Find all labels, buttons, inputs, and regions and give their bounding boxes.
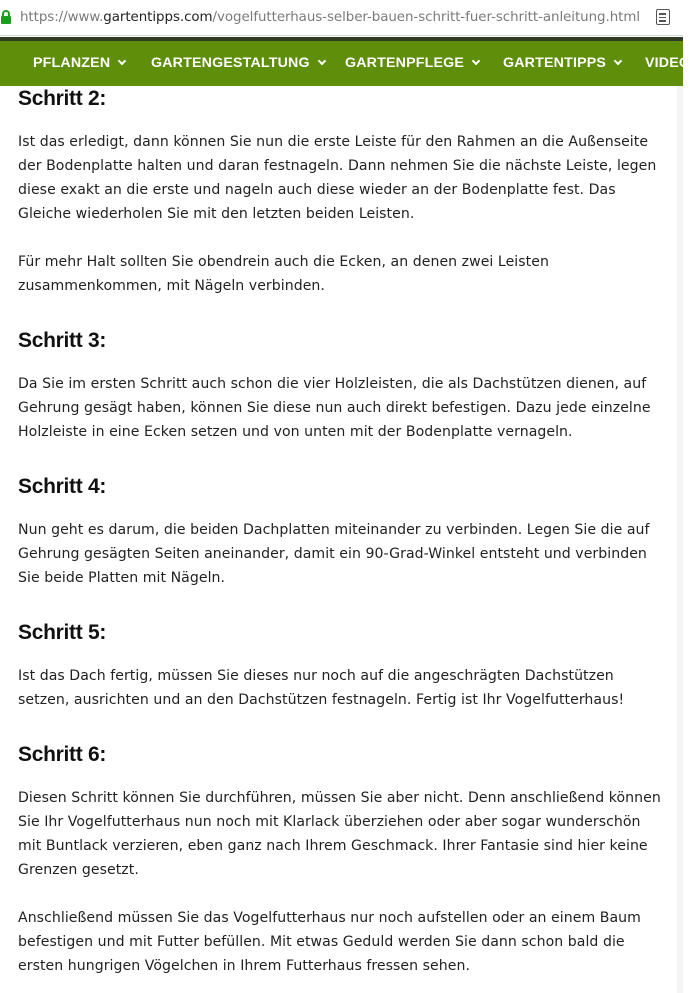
step-3-paragraph-1 (18, 372, 668, 444)
text-line: diese exakt an die erste und nageln auch diese wieder an der Bodenplatte fest. Das (18, 182, 616, 198)
text-line: Gleiche wiederholen Sie mit den letzten beiden Leisten. (18, 206, 415, 222)
nav-item-pflanzen[interactable] (33, 41, 125, 86)
step-5-paragraph-1 (18, 664, 668, 712)
nav-item-label: VIDEO (645, 55, 690, 71)
text-line: Nun geht es darum, die beiden Dachplatten miteinander zu verbinden. Legen Sie die auf (18, 522, 650, 538)
chevron-down-icon (317, 57, 325, 65)
text-line: Ist das erledigt, dann können Sie nun die erste Leiste für den Rahmen an die Außenseite (18, 134, 649, 150)
text-line: Da Sie im ersten Schritt auch schon die vier Holzleisten, die als Dachstützen dienen, auf (18, 376, 647, 392)
reader-view-icon[interactable] (656, 9, 670, 25)
address-bar[interactable] (0, 0, 683, 36)
chevron-down-icon (118, 57, 126, 65)
nav-item-label: GARTENTIPPS (503, 55, 607, 71)
text-line: Sie Ihr Vogelfutterhaus nun noch mit Klarlack überziehen oder aber sogar wunderschön (18, 814, 641, 830)
url-text[interactable] (20, 9, 640, 27)
nav-item-gartengestaltung[interactable] (151, 41, 325, 86)
nav-item-label: GARTENPFLEGE (345, 55, 465, 71)
step-2-paragraph-1 (18, 130, 668, 226)
text-line: Holzleiste in eine Ecken setzen und von unten mit der Bodenplatte vernageln. (18, 424, 573, 440)
nav-item-gartenpflege[interactable] (345, 41, 479, 86)
text-line: ersten hungrigen Vögelchen in Ihrem Futterhaus fressen sehen. (18, 958, 470, 974)
text-line: Gehrung gesägt haben, können Sie diese nun auch direkt befestigen. Dazu jede einzelne (18, 400, 651, 416)
step-6-paragraph-2 (18, 906, 668, 978)
step-4-paragraph-1 (18, 518, 668, 590)
chevron-down-icon (472, 57, 480, 65)
url-prefix: https://www. (20, 10, 104, 25)
url-path: /vogelfutterhaus-selber-bauen-schritt-fuer-schritt-anleitung.html (212, 10, 641, 25)
scrollbar[interactable] (677, 86, 683, 993)
text-line: Anschließend müssen Sie das Vogelfutterhaus nur noch aufstellen oder an einem Baum (18, 910, 641, 926)
text-line: zusammenkommen, mit Nägeln verbinden. (18, 278, 325, 294)
step-6-heading: Schritt 6: (18, 743, 107, 766)
step-5-heading: Schritt 5: (18, 621, 107, 644)
text-line: befestigen und mit Futter befüllen. Mit etwas Geduld werden Sie dann schon bald die (18, 934, 625, 950)
text-line: setzen, ausrichten und an den Dachstützen festnageln. Fertig ist Ihr Vogelfutterhaus! (18, 692, 625, 708)
text-line: Gehrung gesägten Seiten aneinander, damit ein 90-Grad-Winkel entsteht und verbinden (18, 546, 647, 562)
nav-item-gartentipps[interactable] (503, 41, 621, 86)
text-line: mit Buntlack verzieren, eben ganz nach Ihrem Geschmack. Ihrer Fantasie sind hier keine (18, 838, 648, 854)
step-6-paragraph-1 (18, 786, 668, 882)
nav-item-label: PFLANZEN (33, 55, 111, 71)
chevron-down-icon (614, 57, 622, 65)
text-line: Für mehr Halt sollten Sie obendrein auch die Ecken, an denen zwei Leisten (18, 254, 549, 270)
step-2-paragraph-2 (18, 250, 668, 298)
text-line: Diesen Schritt können Sie durchführen, müssen Sie aber nicht. Denn anschließend können (18, 790, 661, 806)
nav-item-video[interactable] (645, 41, 690, 86)
lock-icon (1, 10, 11, 24)
text-line: Grenzen gesetzt. (18, 862, 139, 878)
step-2-heading: Schritt 2: (18, 87, 107, 110)
text-line: der Bodenplatte halten und daran festnageln. Dann nehmen Sie die nächste Leiste, legen (18, 158, 657, 174)
step-3-heading: Schritt 3: (18, 329, 107, 352)
url-host: gartentipps.com (103, 10, 213, 25)
text-line: Sie beide Platten mit Nägeln. (18, 570, 226, 586)
article-body (18, 86, 668, 978)
step-4-heading: Schritt 4: (18, 475, 107, 498)
nav-item-label: GARTENGESTALTUNG (151, 55, 310, 71)
text-line: Ist das Dach fertig, müssen Sie dieses nur noch auf die angeschrägten Dachstützen (18, 668, 614, 684)
main-nav (0, 41, 690, 86)
